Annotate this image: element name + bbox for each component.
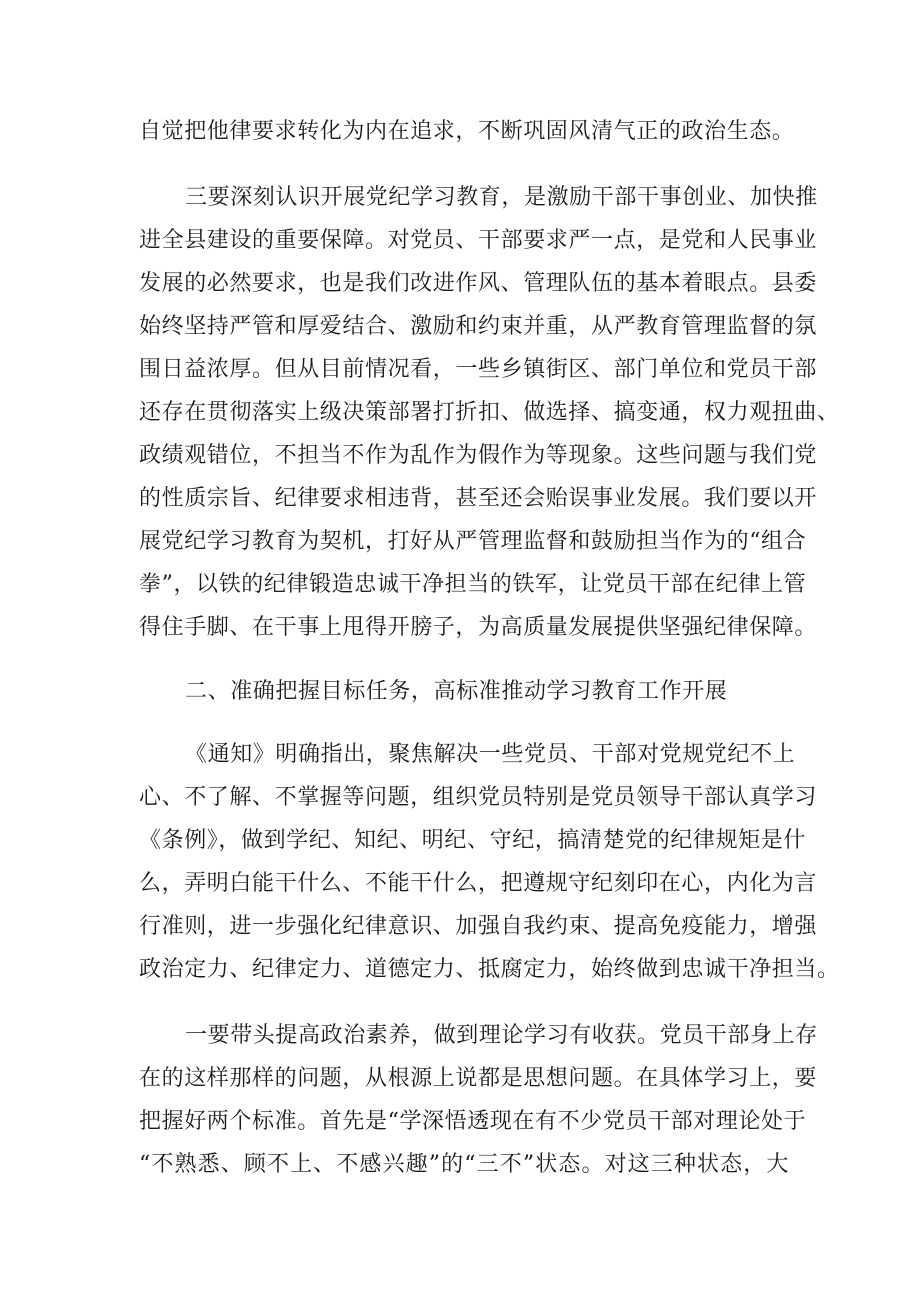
section-heading: 二、准确把握目标任务，高标准推动学习教育工作开展 — [185, 679, 728, 704]
paragraph-line-11: 拳”，以铁的纪律锻造忠诚干净担当的铁军，让党员干部在纪律上管 — [139, 572, 807, 597]
paragraph-line-15: 《条例》，做到学纪、知纪、明纪、守纪，搞清楚党的纪律规矩是什 — [139, 828, 807, 853]
paragraph-line-8: 政绩观错位，不担当不作为乱作为假作为等现象。这些问题与我们党 — [139, 443, 818, 468]
paragraph-line-18: 政治定力、纪律定力、道德定力、抵腐定力，始终做到忠诚干净担当。 — [139, 957, 840, 982]
paragraph-line-13: 《通知》明确指出，聚焦解决一些党员、干部对党规党纪不上 — [185, 742, 796, 767]
paragraph-line-7: 还存在贯彻落实上级决策部署打折扣、做选择、搞变通，权力观扭曲、 — [139, 400, 840, 425]
paragraph-line-22: “不熟悉、顾不上、不感兴趣”的“三不”状态。对这三种状态，大 — [139, 1152, 789, 1177]
paragraph-line-12: 得住手脚、在干事上甩得开膀子，为高质量发展提供坚强纪律保障。 — [139, 615, 818, 640]
paragraph-line-6: 围日益浓厚。但从目前情况看，一些乡镇街区、部门单位和党员干部 — [139, 357, 818, 382]
paragraph-line-3: 进全县建设的重要保障。对党员、干部要求严一点，是党和人民事业 — [139, 228, 818, 253]
paragraph-line-16: 么，弄明白能干什么、不能干什么，把遵规守纪刻印在心，内化为言 — [139, 871, 818, 896]
paragraph-line-10: 展党纪学习教育为契机，打好从严管理监督和鼓励担当作为的“组合 — [139, 529, 807, 554]
paragraph-line-19: 一要带头提高政治素养，做到理论学习有收获。党员干部身上存 — [185, 1023, 818, 1048]
paragraph-line-20: 在的这样那样的问题，从根源上说都是思想问题。在具体学习上，要 — [139, 1066, 818, 1091]
paragraph-line-1: 自觉把他律要求转化为内在追求，不断巩固风清气正的政治生态。 — [139, 119, 795, 144]
paragraph-line-17: 行准则，进一步强化纪律意识、加强自我约束、提高免疫能力，增强 — [139, 914, 818, 939]
paragraph-line-9: 的性质宗旨、纪律要求相违背，甚至还会贻误事业发展。我们要以开 — [139, 486, 818, 511]
paragraph-line-4: 发展的必然要求，也是我们改进作风、管理队伍的基本着眼点。县委 — [139, 271, 818, 296]
paragraph-line-21: 把握好两个标准。首先是“学深悟透现在有不少党员干部对理论处于 — [139, 1109, 807, 1134]
paragraph-line-14: 心、不了解、不掌握等问题，组织党员特别是党员领导干部认真学习 — [139, 785, 818, 810]
paragraph-line-2: 三要深刻认识开展党纪学习教育，是激励干部干事创业、加快推 — [185, 185, 818, 210]
paragraph-line-5: 始终坚持严管和厚爱结合、激励和约束并重，从严教育管理监督的氛 — [139, 314, 818, 339]
